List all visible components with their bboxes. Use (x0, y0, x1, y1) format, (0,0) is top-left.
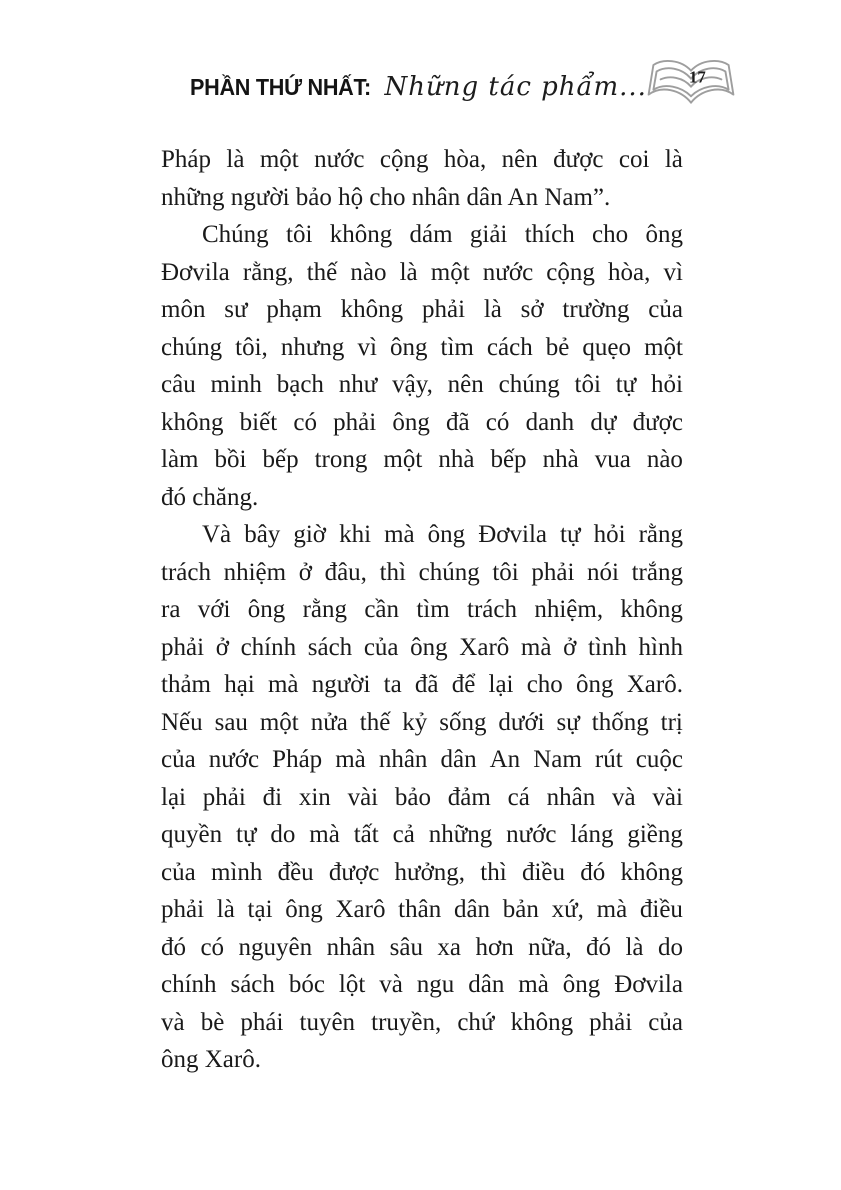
word: ông (285, 896, 323, 923)
word: dân (453, 896, 491, 923)
word: một (383, 446, 423, 473)
word: người (311, 671, 371, 698)
word: chính (240, 633, 297, 661)
section-label: PHẦN THỨ NHẤT: (190, 73, 371, 100)
word: hình (638, 633, 683, 661)
word: lại (488, 671, 514, 698)
text-line (161, 704, 683, 742)
word: xứ, (551, 896, 584, 923)
word: không (510, 1008, 574, 1036)
word: cách (486, 333, 533, 361)
word: nên (501, 146, 538, 173)
word: nước (482, 258, 534, 286)
word: của (161, 746, 196, 773)
word: nhiệm (223, 558, 287, 586)
word: giờ (293, 521, 327, 548)
word: trách (161, 558, 211, 586)
word: mà (267, 671, 299, 698)
word: Chúng (202, 221, 269, 248)
word: là (625, 933, 644, 961)
word: giềng (627, 821, 683, 848)
text-line: đó chăng. (161, 483, 259, 511)
word: làm (161, 446, 199, 473)
word: tự (236, 821, 257, 848)
word: vậy, (392, 371, 433, 398)
word: và (161, 1008, 185, 1036)
word: Pháp (272, 746, 323, 773)
word: hại (224, 671, 255, 698)
word: cả (392, 821, 415, 848)
word: cho (592, 221, 629, 248)
word: không (620, 596, 683, 623)
word: đều (277, 858, 314, 886)
open-book-icon (647, 54, 735, 116)
word: sau (214, 708, 248, 736)
word: tôi (286, 221, 313, 248)
word: không (161, 408, 224, 436)
word: dự (590, 408, 617, 436)
word: tự (615, 371, 637, 398)
word: nói (587, 558, 619, 586)
word: sống (439, 708, 487, 736)
word: nguyên (238, 933, 313, 961)
word: khi (339, 521, 372, 548)
word: ông (410, 633, 448, 661)
text-line (161, 629, 683, 667)
word: mà (384, 521, 415, 548)
word: thế (359, 708, 391, 736)
word: nhân (326, 933, 376, 961)
text-line (161, 741, 683, 779)
section-title: Những tác phẩm... (384, 72, 647, 102)
word: nhưng (280, 333, 345, 361)
word: vì (357, 333, 377, 361)
word: của (363, 633, 399, 661)
word: xa (437, 933, 462, 961)
word: sở (520, 296, 544, 323)
paragraph (161, 516, 683, 1079)
word: do (657, 933, 683, 961)
word: nước (208, 746, 260, 773)
text-line (161, 779, 683, 817)
word: ông (427, 521, 466, 548)
text-line (161, 666, 683, 704)
word: là (664, 146, 683, 173)
word: bếp (490, 446, 527, 473)
word: thảm (161, 671, 211, 698)
word: ông (562, 971, 601, 998)
word: hơn (475, 933, 514, 961)
word: là (216, 896, 235, 923)
word: ở (563, 633, 577, 661)
word: phái (240, 1008, 284, 1036)
word: phải (333, 408, 377, 436)
word: nhà (542, 446, 579, 473)
word: tại (247, 896, 273, 923)
word: sư (224, 296, 248, 323)
word: Nếu (161, 708, 203, 736)
word: trong (314, 446, 368, 473)
word: bảo (394, 783, 432, 811)
word: tất (353, 821, 379, 848)
word: phải (202, 783, 246, 811)
word: ông (392, 408, 430, 436)
text-line (161, 966, 683, 1004)
word: ông (389, 333, 428, 361)
word: tôi (492, 558, 519, 586)
word: câu (161, 371, 196, 398)
word: hòa, (443, 146, 487, 173)
word: tìm (416, 596, 450, 623)
text-line: ông Xarô. (161, 1046, 261, 1073)
word: nửa (310, 708, 348, 736)
word: Đơvila (478, 521, 547, 548)
word: môn (161, 296, 206, 323)
text-line (161, 816, 683, 854)
word: cần (364, 596, 400, 623)
word: Pháp (161, 146, 211, 173)
word: mà (596, 896, 628, 923)
word: lột (338, 971, 366, 998)
text-line (161, 216, 683, 254)
word: nào (646, 446, 683, 473)
word: phải (421, 296, 466, 323)
word: lại (161, 783, 186, 811)
word: không (620, 858, 683, 886)
word: nhân (378, 746, 428, 773)
word: Xarô (459, 633, 510, 661)
word: có (485, 408, 510, 436)
word: không (340, 296, 404, 323)
word: mà (518, 971, 549, 998)
word: sự (556, 708, 580, 736)
word: thế (306, 258, 338, 286)
word: một (259, 708, 299, 736)
word: ông (247, 596, 286, 623)
word: đảm (447, 783, 491, 811)
running-header (190, 56, 706, 118)
word: chúng (161, 333, 223, 361)
word: An (489, 746, 521, 773)
word: cộng (546, 258, 595, 286)
word: vì (663, 258, 683, 286)
word: là (399, 258, 418, 286)
word: một (430, 258, 470, 286)
word: tôi, (235, 333, 268, 361)
word: ở (215, 633, 229, 661)
word: có (293, 408, 317, 436)
word: của (161, 858, 196, 886)
word: bây (244, 521, 281, 548)
word: nhà (438, 446, 475, 473)
word: ông (576, 671, 614, 698)
word: tìm (440, 333, 474, 361)
word: được (328, 858, 380, 886)
text-line (161, 854, 683, 892)
word: đi (262, 783, 283, 811)
word: dân (468, 971, 505, 998)
word: ta (383, 671, 402, 698)
word: được (632, 408, 683, 436)
word: điều (639, 896, 683, 923)
word: thì (379, 558, 406, 586)
word: chính (161, 971, 217, 998)
word: nước (506, 821, 557, 848)
text-line (161, 929, 683, 967)
word: rằng, (242, 258, 294, 286)
text-line (161, 1004, 683, 1042)
text-line (161, 404, 683, 442)
word: cho (526, 671, 563, 698)
word: vua (594, 446, 631, 473)
word: phải (531, 558, 575, 586)
word: và (379, 971, 403, 998)
word: nước (314, 146, 365, 173)
word: tôi (574, 371, 601, 398)
word: minh (210, 371, 262, 398)
word: cá (507, 783, 530, 811)
word: rút (594, 746, 623, 773)
text-line (161, 891, 683, 929)
word: xin (298, 783, 331, 811)
word: của (648, 1008, 683, 1036)
word: là (226, 146, 245, 173)
word: thích (524, 221, 575, 248)
word: nào (350, 258, 387, 286)
text-line (161, 329, 683, 367)
word: Xarô. (626, 671, 683, 698)
word: có (200, 933, 225, 961)
word: Đơvila (161, 258, 230, 286)
word: những (428, 821, 493, 848)
word: đâu, (324, 558, 367, 586)
word: bè (200, 1008, 225, 1036)
word: ra (161, 596, 181, 623)
word: biết (239, 408, 278, 436)
word: với (197, 596, 231, 623)
text-line (161, 516, 683, 554)
word: ở (298, 558, 312, 586)
word: phải (161, 633, 205, 661)
word: mình (210, 858, 263, 886)
word: sâu (389, 933, 423, 961)
word: trị (660, 708, 683, 736)
word: do (270, 821, 296, 848)
word: trách (467, 596, 517, 623)
word: giải (469, 221, 508, 248)
word: chứ (457, 1008, 495, 1036)
text-line (161, 554, 683, 592)
word: dám (409, 221, 453, 248)
word: rằng (302, 596, 347, 623)
word: phải (161, 896, 205, 923)
word: trắng (631, 558, 683, 586)
word: mà (309, 821, 340, 848)
word: vài (347, 783, 379, 811)
word: một (259, 146, 299, 173)
word: Nam (533, 746, 582, 773)
word: chúng (418, 558, 480, 586)
word: phải (589, 1008, 633, 1036)
word: mà (520, 633, 552, 661)
word: láng (570, 821, 614, 848)
word: bẻ (545, 333, 570, 361)
word: bồi (214, 446, 247, 473)
word: coi (618, 146, 650, 173)
word: được (553, 146, 604, 173)
word: kỷ (402, 708, 428, 736)
word: nữa, (528, 933, 572, 961)
word: hỏi (593, 521, 626, 548)
text-line (161, 141, 683, 179)
word: tuyên (299, 1008, 356, 1036)
text-block (161, 141, 683, 1079)
word: hưởng, (394, 858, 466, 886)
word: sách (230, 971, 275, 998)
word: nhiệm, (534, 596, 604, 623)
word: bóc (288, 971, 325, 998)
word: sách (307, 633, 353, 661)
word: nhân (546, 783, 596, 811)
word: cuộc (635, 746, 683, 773)
text-line (161, 366, 683, 404)
word: danh (525, 408, 575, 436)
word: điều (521, 858, 565, 886)
word: cộng (379, 146, 429, 173)
text-line (161, 591, 683, 629)
word: mà (335, 746, 366, 773)
text-line (161, 291, 683, 329)
word: Đơvila (614, 971, 683, 998)
word: hòa, (608, 258, 651, 286)
word: thì (480, 858, 507, 886)
word: không (329, 221, 393, 248)
word: như (338, 371, 378, 398)
word: của (648, 296, 683, 323)
word: trường (562, 296, 630, 323)
paragraph (161, 216, 683, 516)
word: đã (414, 671, 439, 698)
word: thống (591, 708, 649, 736)
paragraph (161, 141, 683, 216)
word: vài (652, 783, 683, 811)
page-number-badge (647, 54, 735, 121)
word: nên (447, 371, 484, 398)
word: phạm (266, 296, 322, 323)
word: thân (398, 896, 442, 923)
word: rằng (638, 521, 683, 548)
word: một (644, 333, 683, 361)
word: ngu (416, 971, 455, 998)
word: đó (580, 858, 606, 886)
word: bếp (262, 446, 299, 473)
word: quẹo (582, 333, 632, 361)
word: hỏi (651, 371, 683, 398)
text-line (161, 254, 683, 292)
word: đó (161, 933, 186, 961)
word: dưới (498, 708, 545, 736)
word: truyền, (371, 1008, 442, 1036)
word: chúng (498, 371, 560, 398)
word: tự (560, 521, 581, 548)
word: ông (645, 221, 683, 248)
word: đó (586, 933, 612, 961)
word: Xarô (335, 896, 386, 923)
word: tình (587, 633, 627, 661)
word: Và (202, 521, 232, 548)
word: để (451, 671, 476, 698)
text-line: những người bảo hộ cho nhân dân An Nam”. (161, 183, 611, 211)
text-line (161, 441, 683, 479)
word: là (483, 296, 502, 323)
word: và (612, 783, 636, 811)
word: bản (502, 896, 539, 923)
word: dân (440, 746, 477, 773)
word: quyền (161, 821, 223, 848)
page-number: 17 (688, 67, 706, 87)
word: đã (446, 408, 470, 436)
word: bạch (276, 371, 324, 398)
